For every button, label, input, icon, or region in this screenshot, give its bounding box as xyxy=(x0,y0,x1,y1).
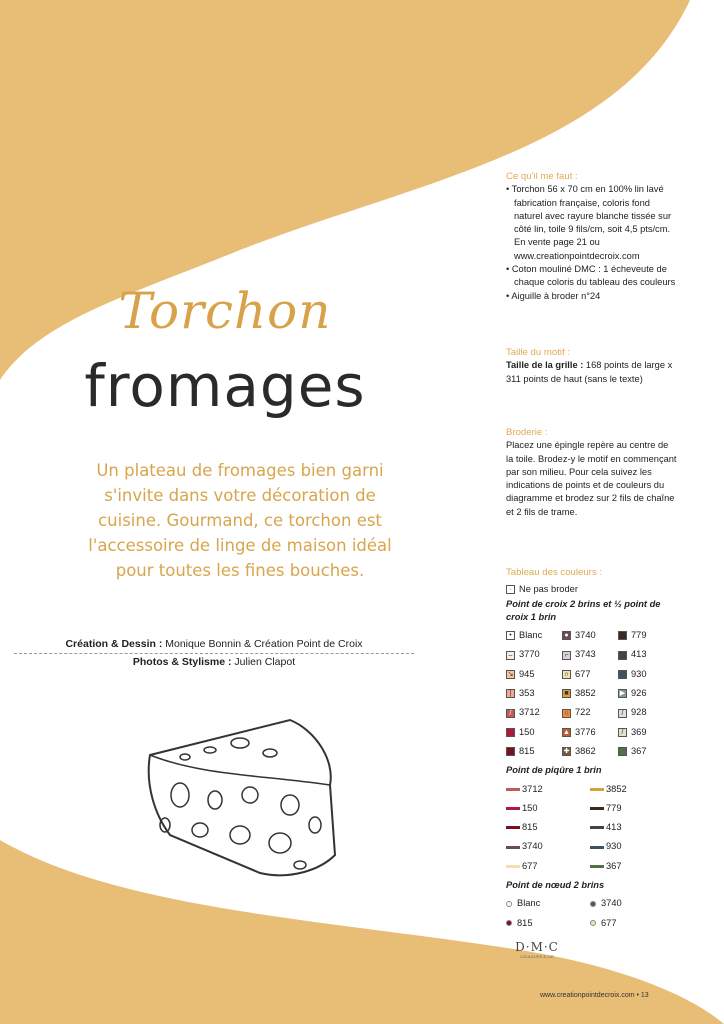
main-title: fromages xyxy=(84,352,366,420)
backstitch-item xyxy=(506,821,590,834)
color-code: 3743 xyxy=(575,649,596,660)
credit-photos-label: Photos & Stylisme : xyxy=(132,656,232,668)
line-swatch-icon xyxy=(506,846,520,849)
color-code: 945 xyxy=(519,668,535,679)
color-swatch-item xyxy=(506,706,562,719)
dot-swatch-icon xyxy=(506,920,512,926)
color-code: 3862 xyxy=(575,745,596,756)
color-swatch-icon xyxy=(618,670,627,679)
color-swatch-item xyxy=(506,687,562,700)
no-embroider-label: Ne pas broder xyxy=(519,584,578,595)
dot-swatch-icon xyxy=(590,920,596,926)
size-section xyxy=(506,346,678,386)
line-swatch-icon xyxy=(506,807,520,810)
knot-item xyxy=(590,917,674,930)
color-table-title: Tableau des couleurs : xyxy=(506,567,602,578)
credit-photos xyxy=(14,654,414,671)
credit-creation-label: Création & Dessin : xyxy=(65,638,163,650)
color-swatch-item xyxy=(618,726,674,739)
line-swatch-icon xyxy=(590,865,604,868)
size-value: 168 points de large x 311 points de haut (sans le texte) xyxy=(506,360,673,384)
color-swatch-item xyxy=(618,668,674,681)
line-swatch-icon xyxy=(590,807,604,810)
backstitch-item xyxy=(506,783,590,796)
materials-item: • Coton mouliné DMC : 1 écheveute de chaque coloris du tableau des couleurs xyxy=(506,263,678,290)
color-swatch-item xyxy=(506,668,562,681)
color-swatch-icon: ● xyxy=(562,631,571,640)
color-swatch-item xyxy=(506,629,562,642)
color-swatch-icon: ✚ xyxy=(563,748,570,756)
cross-stitch-title: Point de croix 2 brins et ½ point de croix 1 brin xyxy=(506,598,661,622)
dot-swatch-icon xyxy=(590,901,596,907)
dot-swatch-icon xyxy=(506,901,512,907)
dmc-logo xyxy=(508,940,566,959)
backstitch-item xyxy=(506,802,590,815)
color-swatch-item xyxy=(506,648,562,661)
credit-creation-value: Monique Bonnin & Création Point de Croix xyxy=(162,638,363,650)
color-code: 677 xyxy=(601,917,617,928)
color-swatch-item xyxy=(506,745,562,758)
color-swatch-item xyxy=(562,726,618,739)
embroidery-title: Broderie : xyxy=(506,427,548,438)
materials-item: • Aiguille à broder n°24 xyxy=(506,290,678,303)
intro-line: cuisine. Gourmand, ce torchon est xyxy=(98,511,382,530)
no-embroider-key xyxy=(506,583,678,596)
knot-item xyxy=(590,897,674,910)
color-code: 3852 xyxy=(575,688,596,699)
credit-photos-value: Julien Clapot xyxy=(231,656,296,668)
backstitch-grid xyxy=(506,783,678,873)
color-code: 722 xyxy=(575,707,591,718)
color-swatch-item xyxy=(506,726,562,739)
color-code: 3740 xyxy=(522,841,543,852)
color-code: 926 xyxy=(631,688,647,699)
intro-line: s'invite dans votre décoration de xyxy=(104,486,376,505)
color-swatch-icon xyxy=(618,651,627,660)
page-footer: www.creationpointdecroix.com • 13 xyxy=(540,992,649,999)
color-code: 3712 xyxy=(522,783,543,794)
color-swatch-icon: ⌐ xyxy=(562,651,571,660)
color-code: 413 xyxy=(631,649,647,660)
color-swatch-icon: / xyxy=(618,728,627,737)
color-swatch-icon: / xyxy=(618,709,627,718)
size-title: Taille du motif : xyxy=(506,347,570,358)
backstitch-item xyxy=(590,860,674,873)
line-swatch-icon xyxy=(506,788,520,791)
color-swatch-item xyxy=(618,687,674,700)
intro-text xyxy=(40,458,440,583)
empty-square-icon: · xyxy=(506,585,515,594)
color-code: 3852 xyxy=(606,783,627,794)
color-code: 815 xyxy=(517,917,533,928)
color-swatch-item xyxy=(618,629,674,642)
color-code: 150 xyxy=(519,726,535,737)
cross-stitch-grid xyxy=(506,629,678,758)
intro-line: l'accessoire de linge de maison idéal xyxy=(88,536,392,555)
color-code: 930 xyxy=(606,841,622,852)
color-code: 677 xyxy=(575,668,591,679)
color-code: Blanc xyxy=(517,898,541,909)
color-swatch-item xyxy=(562,745,618,758)
color-swatch-item xyxy=(562,668,618,681)
color-swatch-item xyxy=(562,629,618,642)
script-title: Torchon xyxy=(118,282,332,340)
color-code: 3712 xyxy=(519,707,540,718)
backstitch-title: Point de piqûre 1 brin xyxy=(506,765,602,776)
color-swatch-icon: ○ xyxy=(562,709,571,718)
intro-line: pour toutes les fines bouches. xyxy=(115,561,365,580)
materials-item: • Torchon 56 x 70 cm en 100% lin lavé fabrication française, coloris fond naturel avec rayure blanche tissée sur côté lin, toile 9 fils/cm, soit 4,5 pts/cm. En vente page 21 ou www.creationpointdecroix.com xyxy=(506,183,678,263)
color-swatch-icon: ▶ xyxy=(619,690,626,698)
dmc-logo-text: D·M·C xyxy=(515,940,559,954)
materials-title: Ce qu'il me faut : xyxy=(506,171,578,182)
color-code: 928 xyxy=(631,707,647,718)
line-swatch-icon xyxy=(506,865,520,868)
color-swatch-icon xyxy=(506,728,515,737)
line-swatch-icon xyxy=(590,846,604,849)
line-swatch-icon xyxy=(590,788,604,791)
size-text xyxy=(506,359,678,386)
cheese-illustration xyxy=(140,715,350,885)
color-code: 779 xyxy=(606,802,622,813)
credit-creation xyxy=(14,636,414,654)
color-swatch-item xyxy=(562,706,618,719)
color-swatch-icon: ■ xyxy=(562,689,571,698)
intro-line: Un plateau de fromages bien garni xyxy=(96,461,384,480)
color-code: 353 xyxy=(519,688,535,699)
color-swatch-item xyxy=(618,745,674,758)
backstitch-item xyxy=(590,802,674,815)
color-code: 779 xyxy=(631,630,647,641)
color-swatch-item xyxy=(562,648,618,661)
color-swatch-icon xyxy=(618,747,627,756)
knot-item xyxy=(506,917,590,930)
color-code: 815 xyxy=(522,822,538,833)
color-swatch-icon xyxy=(506,747,515,756)
knot-item xyxy=(506,897,590,910)
credits xyxy=(14,636,414,671)
color-swatch-icon: ▲ xyxy=(563,728,570,736)
color-swatch-item xyxy=(618,706,674,719)
color-code: 367 xyxy=(631,745,647,756)
color-code: 930 xyxy=(631,668,647,679)
backstitch-item xyxy=(506,860,590,873)
backstitch-item xyxy=(590,783,674,796)
embroidery-text: Placez une épingle repère au centre de la toile. Brodez-y le motif en commençant par son milieu. Pour cela suivez les indications de points et de couleurs du diagramme et brodez sur 2 fils de chaîne et 2 fils de trame. xyxy=(506,440,677,517)
color-code: Blanc xyxy=(519,630,543,641)
color-swatch-icon: / xyxy=(506,709,515,718)
color-code: 3740 xyxy=(575,630,596,641)
dmc-logo-sub: COULEURS & CIE xyxy=(520,954,554,959)
color-table xyxy=(506,566,678,930)
color-swatch-item xyxy=(562,687,618,700)
size-label: Taille de la grille : xyxy=(506,360,584,371)
knot-grid xyxy=(506,897,678,930)
color-swatch-icon xyxy=(618,631,627,640)
color-code: 3776 xyxy=(575,726,596,737)
backstitch-item xyxy=(590,840,674,853)
backstitch-item xyxy=(590,821,674,834)
materials-section xyxy=(506,170,678,303)
color-code: 3740 xyxy=(601,898,622,909)
color-swatch-icon: ↘ xyxy=(507,670,514,678)
color-swatch-icon: – xyxy=(506,651,515,660)
color-swatch-item xyxy=(618,648,674,661)
color-swatch-icon: • xyxy=(506,631,515,640)
backstitch-item xyxy=(506,840,590,853)
color-code: 3770 xyxy=(519,649,540,660)
color-swatch-icon: | xyxy=(506,689,515,698)
color-swatch-icon: ∩ xyxy=(563,670,570,678)
line-swatch-icon xyxy=(506,826,520,829)
color-code: 677 xyxy=(522,860,538,871)
embroidery-section xyxy=(506,426,678,519)
color-code: 815 xyxy=(519,745,535,756)
line-swatch-icon xyxy=(590,826,604,829)
color-code: 413 xyxy=(606,822,622,833)
color-code: 150 xyxy=(522,802,538,813)
color-code: 367 xyxy=(606,860,622,871)
color-code: 369 xyxy=(631,726,647,737)
knot-title: Point de nœud 2 brins xyxy=(506,880,605,891)
